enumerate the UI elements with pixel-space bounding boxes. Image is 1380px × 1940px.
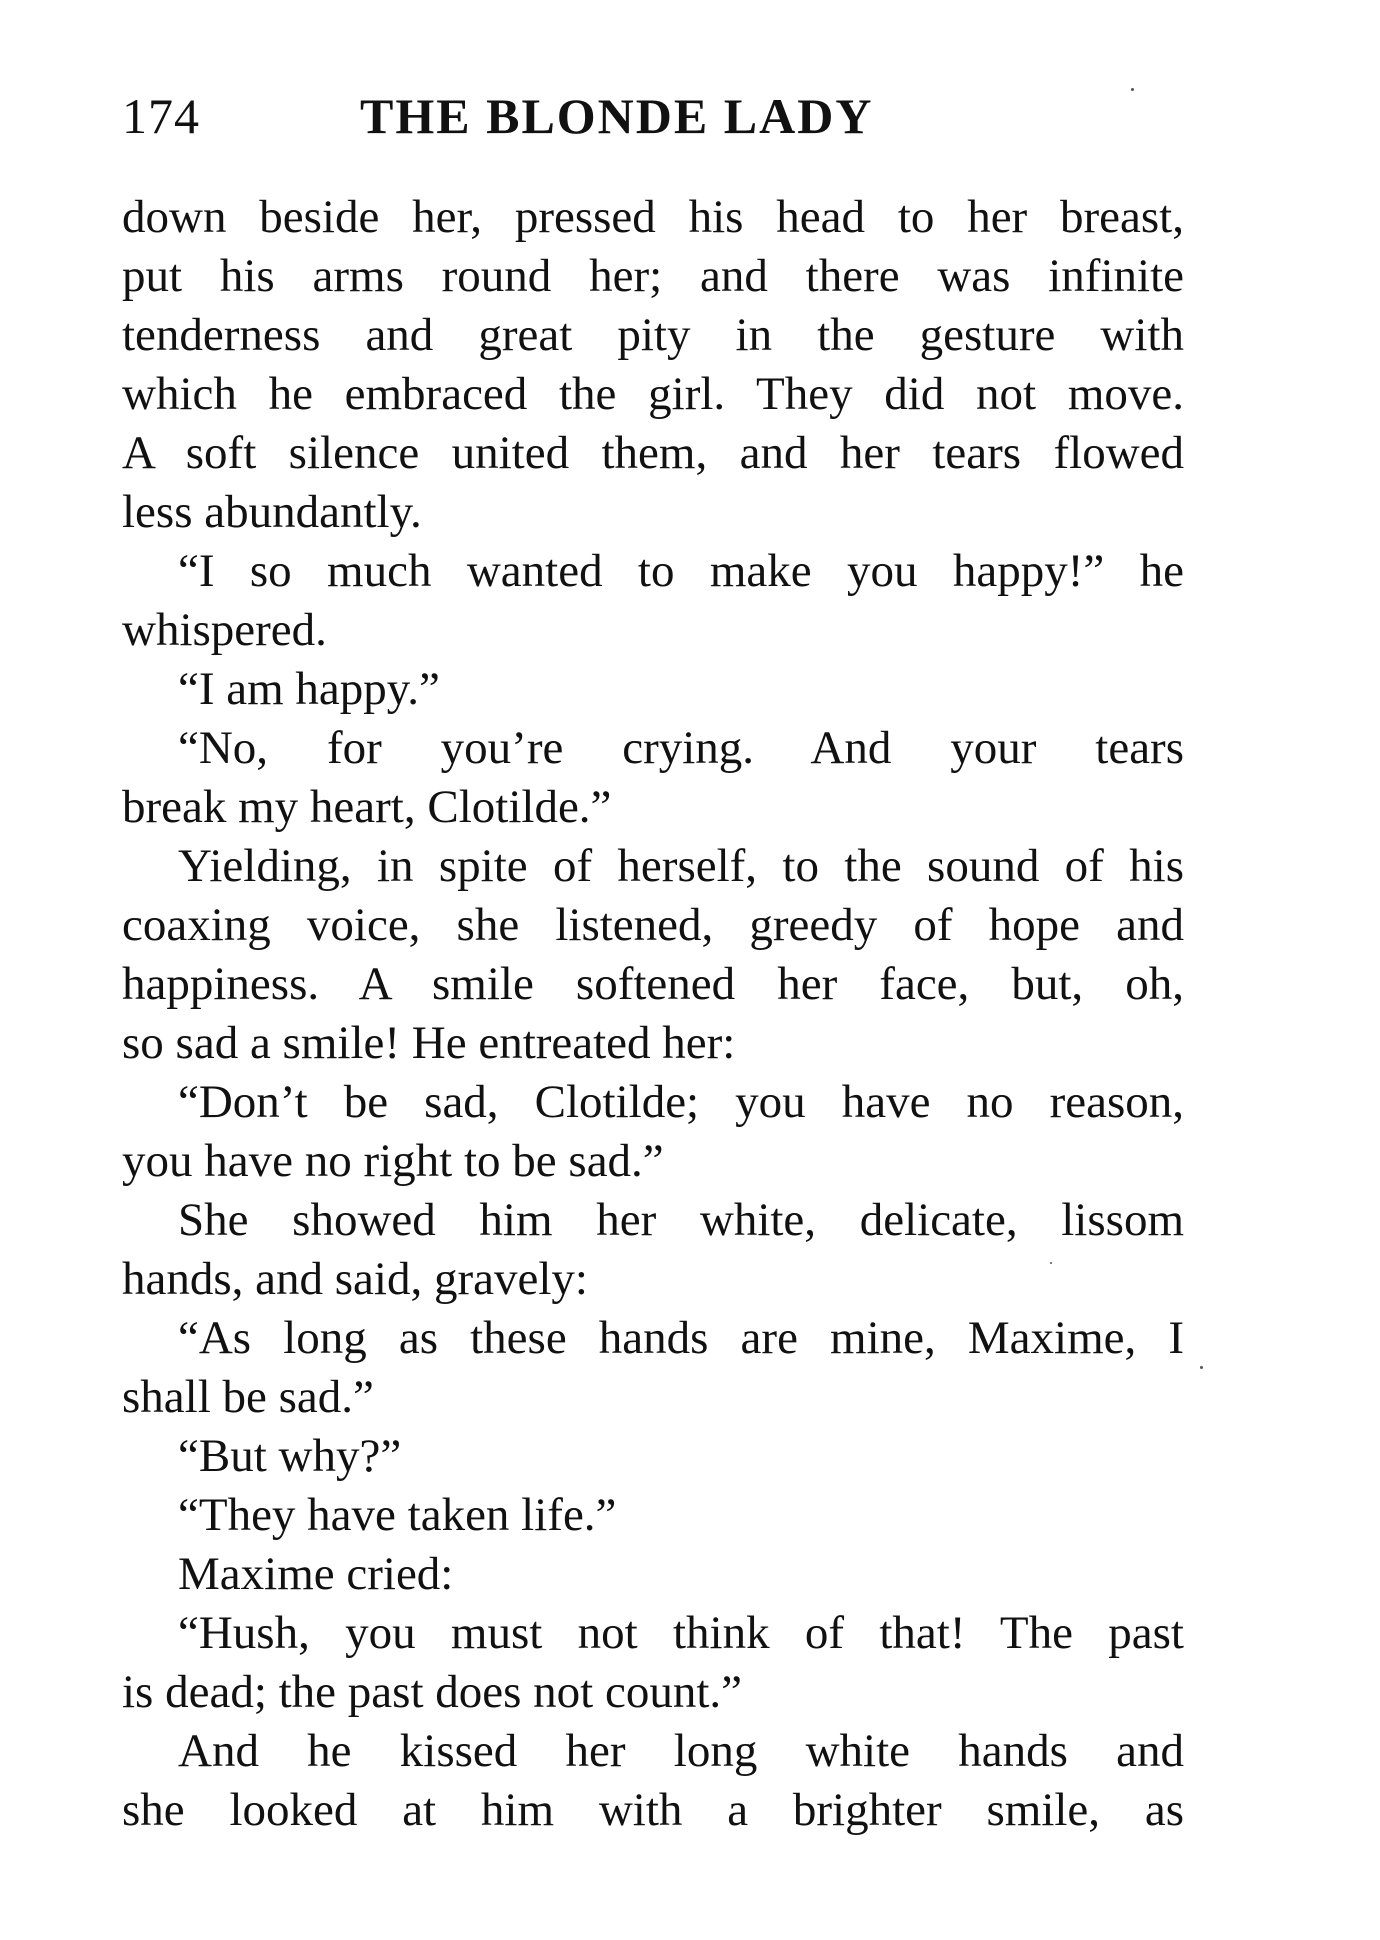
text-line: “Don’t be sad, Clotilde; you have no reason,	[178, 1076, 1184, 1128]
text-line: she looked at him with a brighter smile, as	[122, 1784, 1184, 1836]
text-line: whispered.	[122, 604, 327, 656]
text-line: shall be sad.”	[122, 1371, 374, 1423]
text-line: less abundantly.	[122, 486, 422, 538]
text-line: Maxime cried:	[178, 1548, 454, 1600]
text-line: “They have taken life.”	[178, 1489, 617, 1541]
text-line: happiness. A smile softened her face, but, oh,	[122, 958, 1184, 1010]
text-line: A soft silence united them, and her tears flowed	[122, 427, 1184, 479]
text-line: She showed him her white, delicate, lissom	[178, 1194, 1184, 1246]
text-line: is dead; the past does not count.”	[122, 1666, 742, 1718]
print-speck	[1050, 1262, 1052, 1264]
text-line: “No, for you’re crying. And your tears	[178, 722, 1184, 774]
text-line: so sad a smile! He entreated her:	[122, 1017, 736, 1069]
page-number: 174	[122, 88, 200, 144]
text-line: put his arms round her; and there was infinite	[122, 250, 1184, 302]
text-line: “I am happy.”	[178, 663, 440, 715]
text-line: “As long as these hands are mine, Maxime, I	[178, 1312, 1184, 1364]
running-header	[122, 86, 1182, 146]
text-line: Yielding, in spite of herself, to the sound of his	[178, 840, 1184, 892]
print-speck	[1200, 1366, 1203, 1369]
text-line: break my heart, Clotilde.”	[122, 781, 612, 833]
text-line: coaxing voice, she listened, greedy of hope and	[122, 899, 1184, 951]
text-line: “But why?”	[178, 1430, 402, 1482]
running-title: THE BLONDE LADY	[360, 88, 874, 144]
text-line: hands, and said, gravely:	[122, 1253, 588, 1305]
body-text	[122, 188, 1184, 1840]
text-line: you have no right to be sad.”	[122, 1135, 664, 1187]
print-speck	[1131, 88, 1134, 91]
text-line: down beside her, pressed his head to her breast,	[122, 191, 1184, 243]
text-line: which he embraced the girl. They did not move.	[122, 368, 1184, 420]
text-line: “Hush, you must not think of that! The past	[178, 1607, 1184, 1659]
text-line: And he kissed her long white hands and	[178, 1725, 1184, 1777]
text-line: tenderness and great pity in the gesture with	[122, 309, 1184, 361]
text-line: “I so much wanted to make you happy!” he	[178, 545, 1184, 597]
